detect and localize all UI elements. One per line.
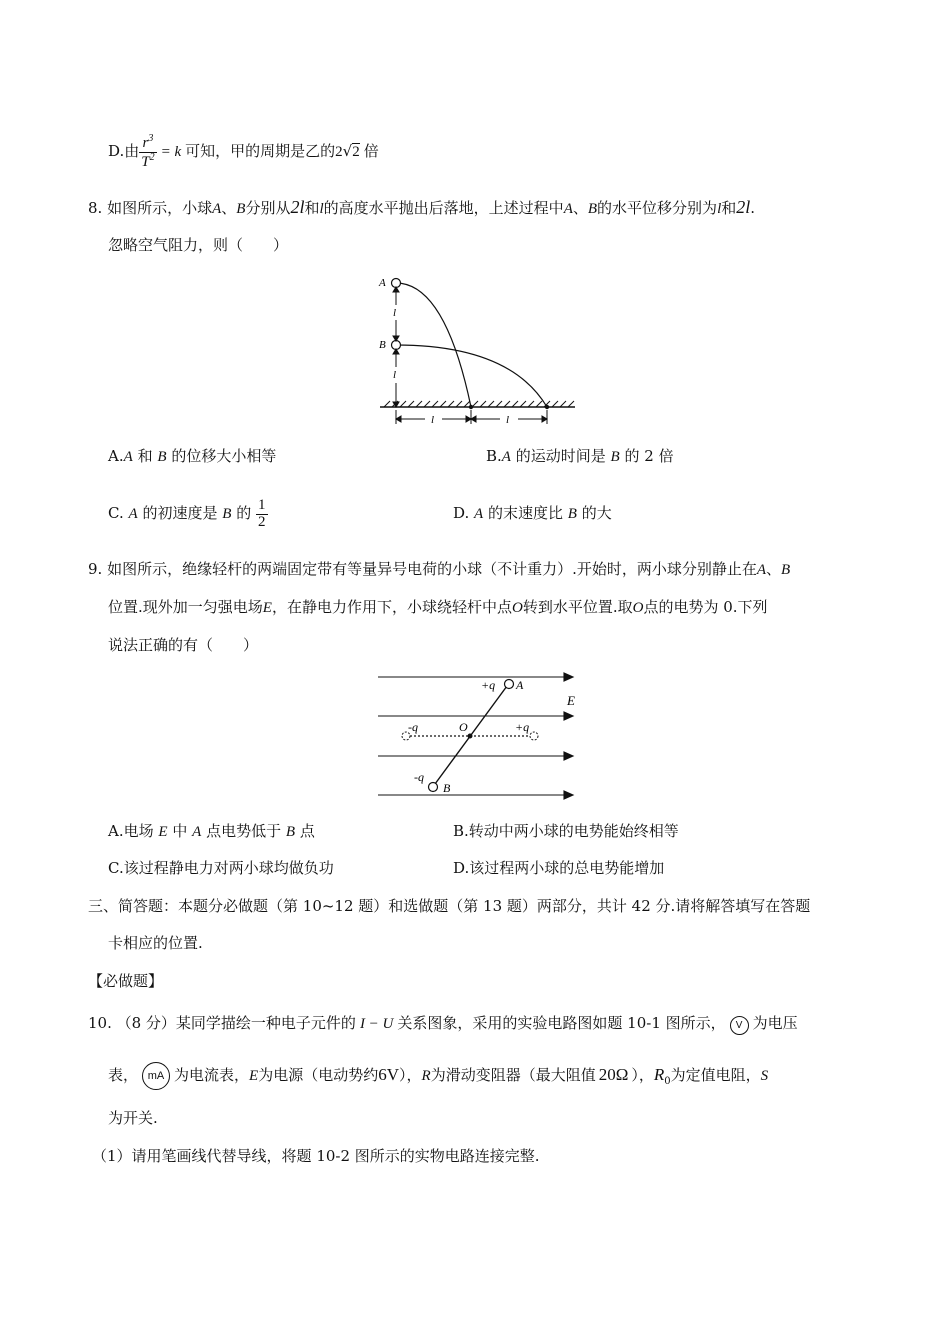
q8-option-c: C. A 的初速度是 B 的 $\frac{1}{2}$ [108,496,266,530]
q9-option-d: D.该过程两小球的总电势能增加 [453,859,665,877]
q7-optd-fraction: $\frac{r^3}{T^2}$ [141,132,155,170]
q8-option-b: B.A 的运动时间是 B 的 2 倍 [486,447,674,465]
q7-option-d [108,128,379,174]
label-e: E [567,693,575,708]
q8-option-d: D. A 的末速度比 B 的大 [453,504,612,522]
label-b: B [443,781,451,795]
label-l-right: l [506,414,510,426]
q10-sub1: （1）请用笔画线代替导线，将题 10-2 图所示的实物电路连接完整. [92,1147,540,1165]
landing-b [545,405,549,409]
q7-optd-suffix: 倍 [363,142,379,160]
q9-stem-line2: 位置.现外加一匀强电场E，在静电力作用下，小球绕轻杆中点O转到水平位置.取O点的电势为 0.下列 [108,598,768,616]
voltmeter-icon: V [730,1016,749,1035]
ball-right-dashed [530,732,538,740]
pivot-o [468,734,473,739]
label-a: A [379,277,386,289]
ball-a [505,680,514,689]
trajectory-b [396,345,547,407]
horizontal-dimension [396,410,547,424]
label-b: B [379,339,386,351]
label-a: A [516,678,524,692]
q9-option-a: A.电场 E 中 A 点电势低于 B 点 [108,822,315,840]
q7-optd-prefix: D.由 [108,142,140,160]
milliammeter-icon: mA [142,1062,170,1090]
q8-figure [370,270,580,430]
sqrt-symbol: √ [342,142,353,160]
label-l-lower: l [393,369,397,381]
q9-option-b: B.转动中两小球的电势能始终相等 [453,822,679,840]
q7-optd-coef: 2 [335,144,343,160]
q7-optd-rad: 2 [352,144,360,160]
required-heading: 【必做题】 [88,972,164,990]
section3-line1: 三、简答题：本题分必做题（第 10~12 题）和选做题（第 13 题）两部分，共计 42 分.请将解答填写在答题 [88,897,811,915]
label-o: O [459,720,468,734]
q8-stem-line1: 8. 如图所示，小球A、B分别从2l和l的高度水平抛出后落地，上述过程中A、B的水平位移分别为l和2l. [88,197,756,217]
q10-line1: 10. （8 分）某同学描绘一种电子元件的 I − U 关系图象，采用的实验电路图如题 10-1 图所示， V 为电压 [88,1012,798,1035]
q9-figure [370,668,585,803]
section3-line2: 卡相应的位置. [108,934,203,952]
label-l-left: l [431,414,435,426]
landing-a [469,405,473,409]
label-l-upper: l [393,307,397,319]
ball-b [429,783,438,792]
q7-optd-middle: 可知，甲的周期是乙的 [185,142,336,160]
q9-stem-line3: 说法正确的有（ ） [108,636,259,654]
q10-line2: 表， mA 为电流表，E为电源（电动势约6V），R为滑动变阻器（最大阻值 20Ω ），$R_0$为定值电阻，S [108,1060,768,1090]
label-minusq-left: -q [408,720,418,734]
q7-optd-eq: = k [160,144,182,160]
q10-line3: 为开关. [108,1109,158,1127]
q9-stem-line1: 9. 如图所示，绝缘轻杆的两端固定带有等量异号电荷的小球（不计重力）.开始时，两小球分别静止在A、B [88,560,791,578]
label-plusq-right: +q [515,720,530,734]
label-plusq-top: +q [481,678,496,692]
q8-option-a: A.A 和 B 的位移大小相等 [108,447,277,465]
q8-stem-line2: 忽略空气阻力，则（ ） [108,236,289,254]
q9-option-c: C.该过程静电力对两小球均做负功 [108,859,334,877]
label-minusq-bottom: -q [414,770,424,784]
